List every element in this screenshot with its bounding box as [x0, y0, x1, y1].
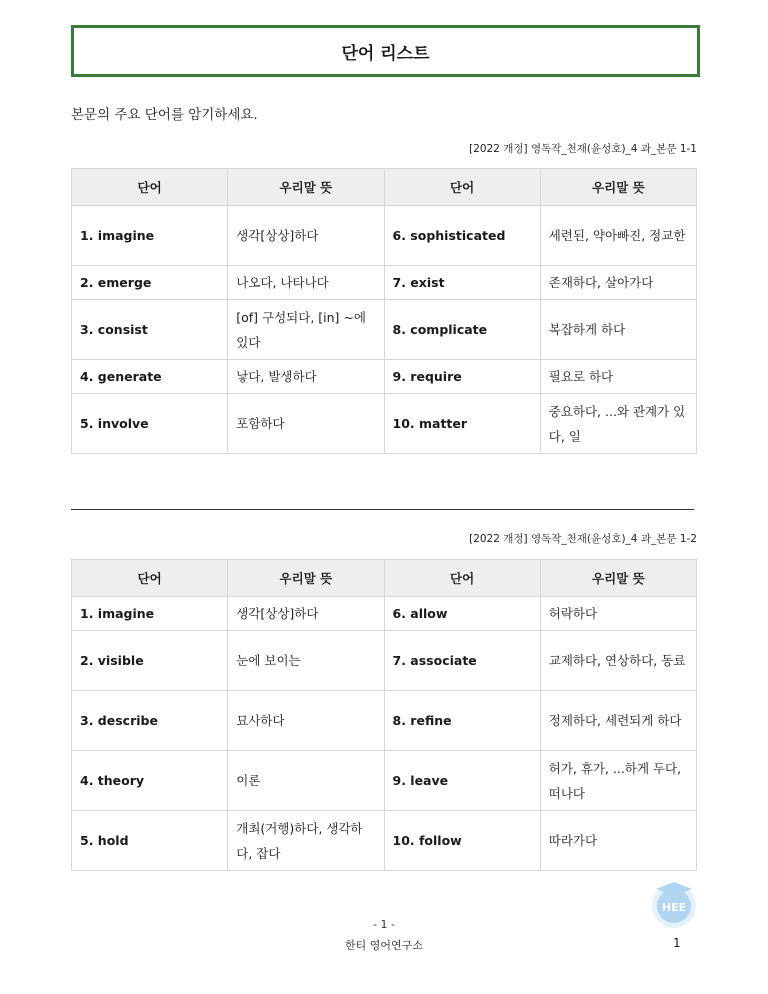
table-row: [72, 266, 697, 300]
table-row: [72, 631, 697, 691]
meaning-cell: 개최(거행)하다, 생각하다, 잡다: [228, 811, 384, 871]
word-cell: 3. describe: [72, 691, 228, 751]
header-word: 단어: [384, 560, 540, 597]
word-cell: 9. leave: [384, 751, 540, 811]
header-meaning: 우리말 뜻: [228, 560, 384, 597]
meaning-cell: 포함하다: [228, 394, 384, 454]
word-cell: 9. require: [384, 360, 540, 394]
meaning-cell: [of] 구성되다, [in] ~에 있다: [228, 300, 384, 360]
word-cell: 8. complicate: [384, 300, 540, 360]
word-cell: 1. imagine: [72, 597, 228, 631]
meaning-cell: 허가, 휴가, ...하게 두다, 떠나다: [540, 751, 696, 811]
header-word: 단어: [72, 169, 228, 206]
meaning-cell: 묘사하다: [228, 691, 384, 751]
section-source-1: [2022 개정] 영독작_천재(윤성호)_4 과_본문 1-1: [469, 143, 697, 155]
word-cell: 5. hold: [72, 811, 228, 871]
meaning-cell: 이론: [228, 751, 384, 811]
word-cell: 1. imagine: [72, 206, 228, 266]
table-row: [72, 597, 697, 631]
word-cell: 5. involve: [72, 394, 228, 454]
word-cell: 6. sophisticated: [384, 206, 540, 266]
word-cell: 3. consist: [72, 300, 228, 360]
header-meaning: 우리말 뜻: [540, 560, 696, 597]
word-cell: 4. generate: [72, 360, 228, 394]
meaning-cell: 생각[상상]하다: [228, 597, 384, 631]
logo-text: HEE: [661, 901, 687, 914]
page-number: 1: [673, 936, 681, 950]
vocab-table-1: [71, 168, 697, 454]
word-cell: 6. allow: [384, 597, 540, 631]
page-title: 단어 리스트: [71, 25, 700, 77]
meaning-cell: 정제하다, 세련되게 하다: [540, 691, 696, 751]
footer-organization: 한티 영어연구소: [345, 939, 423, 952]
table-header-row: [72, 560, 697, 597]
word-cell: 10. follow: [384, 811, 540, 871]
meaning-cell: 나오다, 나타나다: [228, 266, 384, 300]
page-label: - 1 -: [373, 918, 395, 931]
meaning-cell: 존재하다, 살아가다: [540, 266, 696, 300]
meaning-cell: 필요로 하다: [540, 360, 696, 394]
word-cell: 7. exist: [384, 266, 540, 300]
table-header-row: [72, 169, 697, 206]
meaning-cell: 세련된, 약아빠진, 정교한: [540, 206, 696, 266]
word-cell: 10. matter: [384, 394, 540, 454]
section-source-2: [2022 개정] 영독작_천재(윤성호)_4 과_본문 1-2: [469, 533, 697, 545]
word-cell: 7. associate: [384, 631, 540, 691]
header-word: 단어: [384, 169, 540, 206]
table-row: [72, 394, 697, 454]
table-row: [72, 811, 697, 871]
meaning-cell: 낳다, 발생하다: [228, 360, 384, 394]
meaning-cell: 따라가다: [540, 811, 696, 871]
meaning-cell: 눈에 보이는: [228, 631, 384, 691]
meaning-cell: 교제하다, 연상하다, 동료: [540, 631, 696, 691]
meaning-cell: 복잡하게 하다: [540, 300, 696, 360]
meaning-cell: 생각[상상]하다: [228, 206, 384, 266]
table-row: [72, 691, 697, 751]
section-divider: [71, 509, 694, 510]
word-cell: 8. refine: [384, 691, 540, 751]
vocab-table-2: [71, 559, 697, 871]
word-cell: 2. emerge: [72, 266, 228, 300]
hee-logo-icon: [648, 878, 700, 930]
table-row: [72, 751, 697, 811]
meaning-cell: 허락하다: [540, 597, 696, 631]
meaning-cell: 중요하다, ...와 관계가 있다, 일: [540, 394, 696, 454]
word-cell: 2. visible: [72, 631, 228, 691]
header-meaning: 우리말 뜻: [228, 169, 384, 206]
header-meaning: 우리말 뜻: [540, 169, 696, 206]
header-word: 단어: [72, 560, 228, 597]
table-row: [72, 360, 697, 394]
table-row: [72, 300, 697, 360]
table-row: [72, 206, 697, 266]
word-cell: 4. theory: [72, 751, 228, 811]
instruction-text: 본문의 주요 단어를 암기하세요.: [71, 107, 258, 123]
